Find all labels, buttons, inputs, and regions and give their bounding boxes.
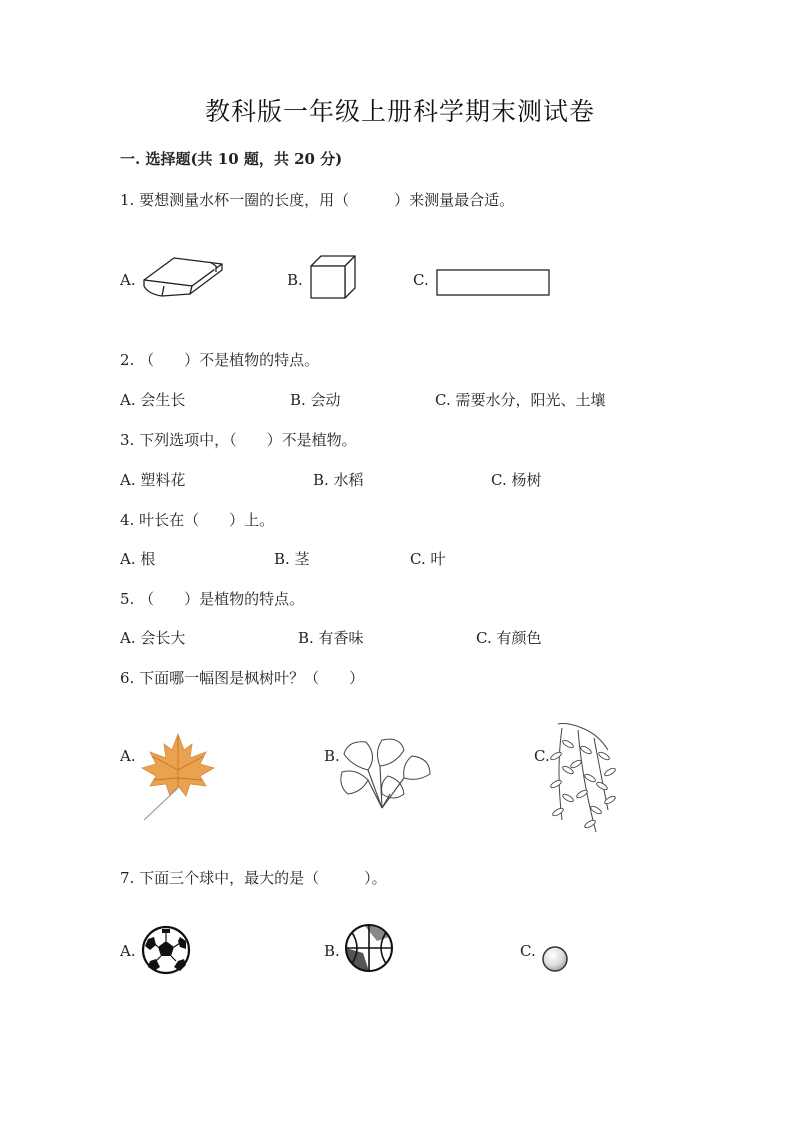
small-ball-icon — [541, 945, 571, 975]
basketball-icon — [343, 923, 397, 975]
q2-option-a: A. 会生长 — [120, 391, 186, 409]
question-7: 7. 下面三个球中，最大的是（ ）。 — [120, 869, 387, 887]
q1-option-a-label: A. — [120, 271, 136, 289]
question-5: 5. （ ）是植物的特点。 — [120, 590, 305, 608]
section-heading: 一. 选择题(共 10 题，共 20 分) — [120, 150, 343, 168]
q3-option-a: A. 塑料花 — [120, 471, 186, 489]
question-6: 6. 下面哪一幅图是枫树叶？（ ） — [120, 669, 365, 687]
q3-option-c: C. 杨树 — [491, 471, 542, 489]
q5-option-b: B. 有香味 — [298, 629, 364, 647]
q2-option-c: C. 需要水分，阳光、土壤 — [435, 391, 606, 409]
q4-option-a: A. 根 — [120, 550, 156, 568]
q4-option-c: C. 叶 — [410, 550, 446, 568]
q6-option-a-label: A. — [120, 747, 136, 765]
q7-option-c-label: C. — [520, 942, 536, 960]
soccer-ball-icon — [140, 925, 194, 977]
q7-option-a-label: A. — [120, 942, 136, 960]
q4-option-b: B. 茎 — [274, 550, 310, 568]
question-1: 1. 要想测量水杯一圈的长度，用（ ）来测量最合适。 — [120, 191, 515, 209]
question-3: 3. 下列选项中，（ ）不是植物。 — [120, 431, 357, 449]
q2-option-b: B. 会动 — [290, 391, 341, 409]
q1-option-c-label: C. — [413, 271, 429, 289]
q1-option-b-label: B. — [287, 271, 303, 289]
q3-option-b: B. 水稻 — [313, 471, 364, 489]
question-4: 4. 叶长在（ ）上。 — [120, 511, 275, 529]
ginkgo-leaves-icon — [338, 736, 434, 810]
willow-branch-icon — [548, 720, 620, 836]
page-title: 教科版一年级上册科学期末测试卷 — [204, 97, 595, 126]
q6-option-b-label: B. — [324, 747, 340, 765]
eraser-icon — [140, 252, 225, 300]
ruler-strip-icon — [436, 268, 552, 298]
q5-option-c: C. 有颜色 — [476, 629, 542, 647]
question-2: 2. （ ）不是植物的特点。 — [120, 351, 320, 369]
q6-option-c-label: C. — [534, 747, 550, 765]
maple-leaf-icon — [140, 730, 218, 822]
cube-icon — [309, 254, 357, 300]
q7-option-b-label: B. — [324, 942, 340, 960]
q5-option-a: A. 会长大 — [120, 629, 186, 647]
